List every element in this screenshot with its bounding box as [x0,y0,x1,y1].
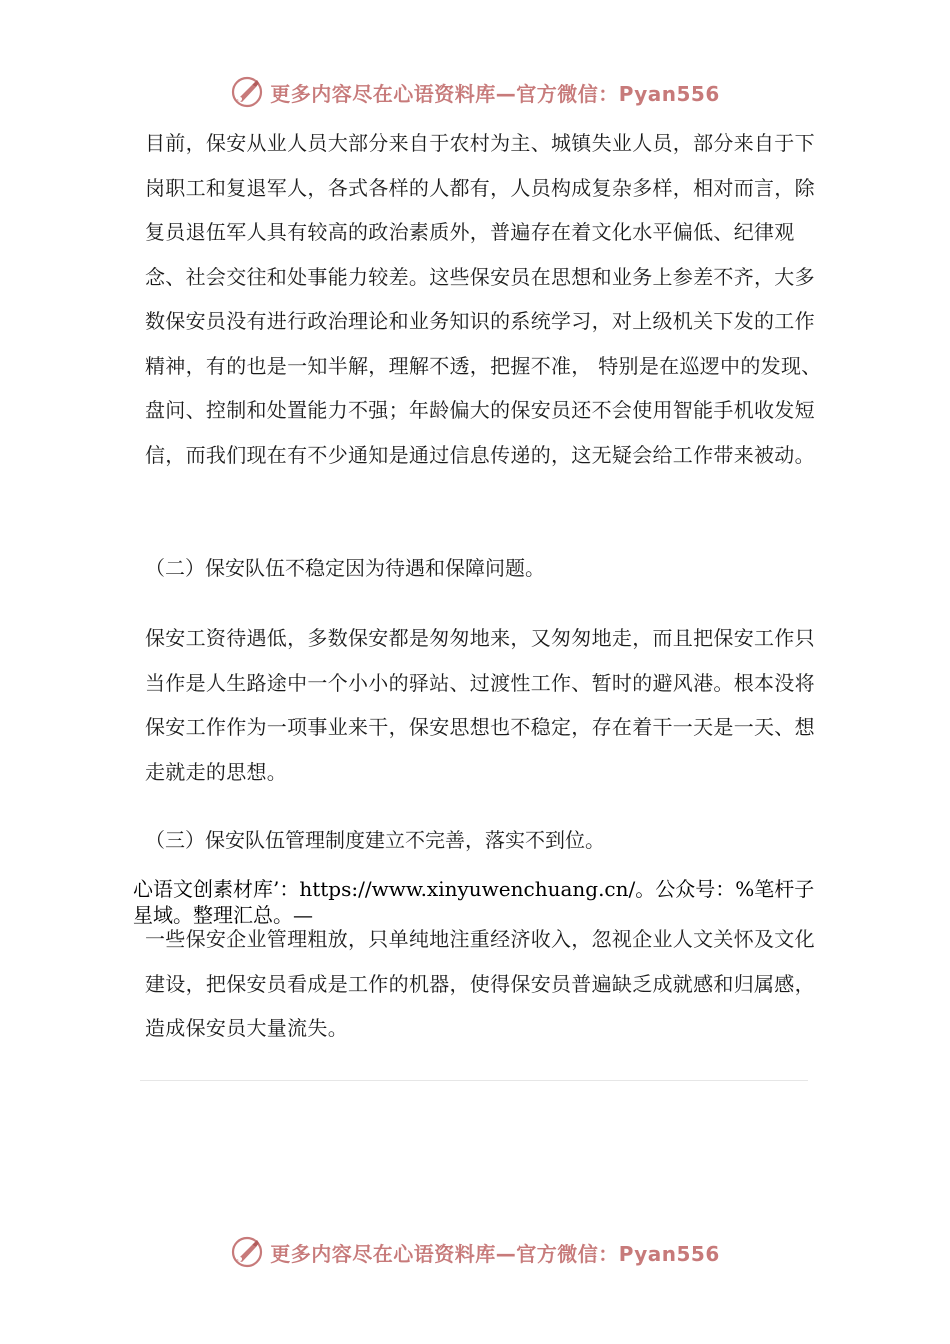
watermark-text: 更多内容尽在心语资料库—官方微信：Pyan556 [270,81,720,106]
header-watermark [0,72,950,112]
footer-watermark [0,1232,950,1272]
pen-seal-icon [230,1235,264,1269]
paragraph-management: 一些保安企业管理粗放，只单纯地注重经济收入，忽视企业人文关怀及文化建设，把保安员看成是工作的机器，使得保安员普遍缺乏成就感和归属感，造成保安员大量流失。 [145,927,815,1040]
section-heading-2: （二）保安队伍不稳定因为待遇和保障问题。 [145,556,545,580]
paragraph-wages: 保安工资待遇低，多数保安都是匆匆地来，又匆匆地走，而且把保安工作只当作是人生路途中一个小小的驿站、过渡性工作、暂时的避风港。根本没将保安工作作为一项事业来干，保安思想也不稳定，存在着干一天是一天、想走就走的思想。 [145,626,815,784]
watermark-text: 更多内容尽在心语资料库—官方微信：Pyan556 [270,1241,720,1266]
divider [140,1080,808,1081]
source-note: 心语文创素材库’：https://www.xinyuwenchuang.cn/。公众号：%笔杆子星域。整理汇总。— [133,877,815,927]
paragraph-personnel: 目前，保安从业人员大部分来自于农村为主、城镇失业人员，部分来自于下岗职工和复退军人，各式各样的人都有，人员构成复杂多样，相对而言，除复员退伍军人具有较高的政治素质外，普遍存在着文化水平偏低、纪律观念、社会交往和处事能力较差。这些保安员在思想和业务上参差不齐，大多数保安员没有进行政治理论和业务知识的系统学习，对上级机关下发的工作精神，有的也是一知半解，理解不透，把握不准， 特别是在巡逻中的发现、盘问、控制和处置能力不强；年龄偏大的保安员还不会使用智能手机收发短信，而我们现在有不少通知是通过信息传递的，这无疑会给工作带来被动。 [145,131,822,467]
pen-seal-icon [230,75,264,109]
section-heading-3: （三）保安队伍管理制度建立不完善，落实不到位。 [145,828,605,852]
